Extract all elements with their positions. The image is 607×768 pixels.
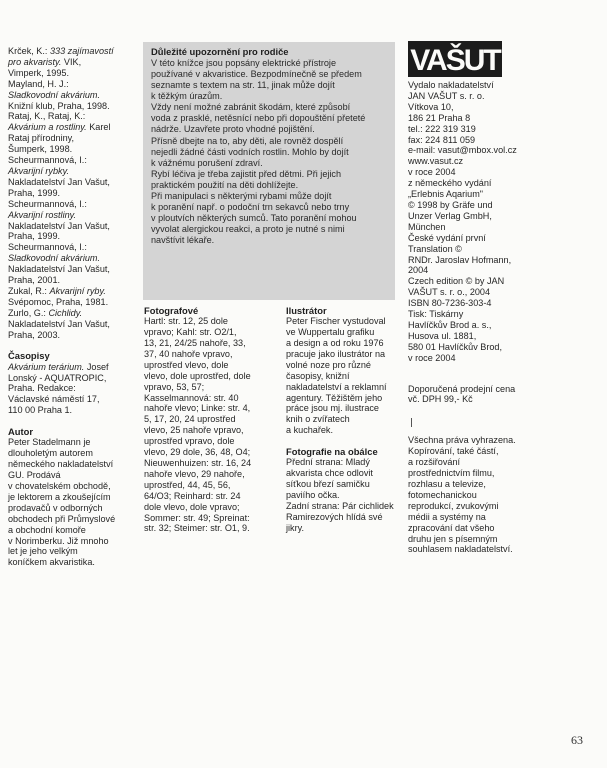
rights-line: Všechna práva vyhrazena. [408,435,516,446]
publisher-line: 580 01 Havlíčkův Brod, [408,341,503,352]
publisher-line: tel.: 222 319 319 [408,123,476,134]
publisher-line: 2004 [408,265,429,276]
illustrator-column [286,305,408,534]
author-line: let je jeho velkým [8,546,78,557]
journals-heading: Časopisy [8,350,50,362]
bibliography-line: pro akvaristy. VIK, [8,56,82,67]
photographers-line: 13, 21, 24/25 nahoře, 33, [144,338,246,349]
rights-line: zpracování dat všeho [408,522,495,533]
bibliography-line: Scheurmannová, I.: [8,155,87,166]
bibliography-line: Šumperk, 1998. [8,144,73,155]
author-line: Peter Stadelmann je [8,437,91,448]
notice-line: používané v akvaristice. Bezpodmínečně se předem [151,69,362,80]
publisher-line: Unzer Verlag GmbH, [408,210,492,221]
author-line: je lektorem a zkoušejícím [8,491,111,502]
illustrator-line: časopisy, knižní [286,370,350,381]
photographers-line: nahoře vlevo, 29 nahoře, [144,468,245,479]
notice-text [151,58,389,246]
photographers-line: uprostřed vpravo, dole [144,436,235,447]
publisher-line: v roce 2004 [408,352,456,363]
notice-line: Při manipulaci s některými rybami může dojít [151,190,332,201]
publisher-info [408,80,598,364]
publisher-line: „Erlebnis Aqarium" [408,189,483,200]
author-line: dlouholetým autorem [8,448,93,459]
journal-line: Lonský - AQUATROPIC, [8,372,107,383]
notice-line: seznamte s textem na str. 11, jinak může dojít [151,80,335,91]
photographers-line: 37, 40 nahoře vpravo, [144,348,233,359]
illustrator-line: nakladatelství a reklamní [286,381,387,392]
notice-line: V této knížce jsou popsány elektrické přístroje [151,58,336,69]
photographers-line: 5, 17, 20, 24 uprostřed [144,414,236,425]
publisher-line: Husova ul. 1881, [408,330,477,341]
publisher-line: z německého vydání [408,178,492,189]
photographers-line: vpravo; Kahl: str. O2/1, [144,327,237,338]
left-column [8,46,140,568]
bibliography-line: Zurlo, G.: Cichlidy. [8,307,83,318]
illustrator-line: volné noze pro různé [286,359,371,370]
bibliography-line: Knižní klub, Praha, 1998. [8,100,110,111]
notice-line: Rybí léčiva je třeba zajistit před dětmi. Při jejich [151,168,342,179]
journal-line: Akvárium terárium. Josef [8,361,109,372]
bibliography-line: Akvárium a rostliny. Karel [8,122,111,133]
rights-line: druhu jen s písemným [408,533,498,544]
rights-line: reprodukcí, zvukovými [408,500,499,511]
cover-photos-line: paviího očka. [286,490,340,501]
notice-line: voda z prasklé, netěsnící nebo při dopouštění přeteté [151,113,366,124]
bibliography-line: Scheurmannová, I.: [8,198,87,209]
photographers-text [144,316,276,534]
rights-line: médii a systémy na [408,511,486,522]
photographers-line: 64/O3; Reinhard: str. 24 [144,490,241,501]
publisher-line: fax: 224 811 059 [408,134,476,145]
rights-line: souhlasem nakladatelství. [408,544,513,555]
publisher-line: www.vasut.cz [408,156,464,167]
photographers-line: Sommer: str. 49; Spreinat: [144,512,250,523]
author-line: GU. Prodává [8,470,61,481]
photographers-line: nahoře vlevo; Linke: str. 4, [144,403,251,414]
publisher-line: Havlíčkův Brod a. s., [408,319,492,330]
bibliography-line: Zukal, R.: Akvarijní ryby. [8,285,106,296]
bibliography-line: Rataj, K., Rataj, K.: [8,111,86,122]
bibliography-line: Krček, K.: 333 zajímavostí [8,46,114,56]
publisher-line: JAN VAŠUT s. r. o. [408,90,485,101]
notice-line: praktickém použití na děti dohlížejte. [151,179,299,190]
publisher-line: v roce 2004 [408,167,456,178]
author-heading: Autor [8,426,33,438]
page-number: 63 [571,733,583,747]
photographers-line: uprostřed vlevo, dole [144,359,229,370]
publisher-line: © 1998 by Gräfe und [408,199,493,210]
photographers-line: str. 32; Steimer: str. O1, 9. [144,523,250,534]
illustrator-line: a design a od roku 1976 [286,338,384,349]
bibliography-line: Praha, 1999. [8,187,61,198]
cover-photos-heading: Fotografie na obálce [286,446,378,458]
illustrator-line: Peter Fischer vystudoval [286,316,386,327]
bibliography-line: Nakladatelství Jan Vašut, [8,318,110,329]
illustrator-line: a kuchařek. [286,425,334,436]
notice-line: v ploutvích některých sumců. Tato poranění mohou [151,212,357,223]
notice-line: navštívit lékaře. [151,234,215,245]
publisher-line: Tisk: Tiskárny [408,309,464,320]
publisher-line: VAŠUT s. r. o., 2004 [408,287,491,298]
photographers-line: uprostřed, 44, 45, 56, [144,479,231,490]
illustrator-line: ve Wuppertalu grafiku [286,327,375,338]
journals-list [8,362,140,417]
photographers-column [144,305,276,534]
publisher-line: České vydání první [408,232,486,243]
cover-photos-line: Zadní strana: Pár cichlidek [286,501,394,511]
bibliography-line: Praha, 2003. [8,329,61,340]
notice-line: k těžkým úrazům. [151,91,223,102]
author-line: v chovatelském obchodě, [8,481,111,492]
bibliography-line: Nakladatelství Jan Vašut, [8,176,110,187]
price-line: vč. DPH 99,- Kč [408,394,473,405]
journal-line: 110 00 Praha 1. [8,405,73,416]
publisher-line: ISBN 80-7236-303-4 [408,298,492,309]
notice-heading: Důležité upozornění pro rodiče [151,46,289,57]
illustrator-line: agentury. Těžištěm jeho [286,392,383,403]
cover-photos-line: akvarista chce odlovit [286,468,373,479]
publisher-line: Czech edition © by JAN [408,276,505,287]
notice-line: k poranění např. o podoční trn sekavců nebo trny [151,201,350,212]
cover-photos-line: síťkou březí samičku [286,479,370,490]
illustrator-line: pracuje jako ilustrátor na [286,348,386,359]
publisher-line: München [408,221,446,232]
author-line: koníčkem akvaristika. [8,557,95,568]
author-text [8,437,140,568]
cover-photos-line: Přední strana: Mladý [286,457,370,468]
illustrator-text [286,316,408,436]
photographers-line: Kasselmannová: str. 40 [144,392,239,403]
rights-line: Kopírování, také částí, [408,446,499,457]
bibliography-line: Sladkovodní akvárium. [8,89,100,100]
price-info [408,384,598,406]
notice-line: Přísně dbejte na to, aby děti, ale rovněž dospělí [151,135,344,146]
photographers-line: vpravo, 53, 57; [144,381,205,392]
parents-notice-box [143,42,395,300]
photographers-line: Hartl: str. 12, 25 dole [144,316,228,327]
author-line: prodavačů v odborných [8,502,103,513]
cover-photos-line: Ramirezových hlídá své [286,511,383,522]
notice-line: nejedli žádné části vodních rostlin. Mohlo by dojít [151,146,349,157]
journal-line: Václavské náměstí 17, [8,394,100,405]
bibliography-line: Rataj přírodniny, [8,133,75,144]
author-line: obchodech při Průmyslové [8,513,116,524]
svg-text:VAŠUT: VAŠUT [410,44,500,77]
price-line: Doporučená prodejní cena [408,383,516,394]
rights-line: rozhlasu a televize, [408,479,486,489]
publisher-line: e-mail: vasut@mbox.vol.cz [408,145,517,156]
notice-line: nádrže. Uzavřete proto vhodné pojištění. [151,124,315,135]
bibliography-line: Akvarijní rostliny. [8,209,77,220]
bibliography-line: Sladkovodní akvárium. [8,253,100,264]
bibliography-line: Nakladatelství Jan Vašut, [8,220,110,231]
author-line: německého nakladatelství [8,459,114,470]
notice-line: vyvolat alergickou reakci, a proto je nutné s nimi [151,223,345,234]
notice-line: k vážnému porušení zdraví. [151,157,263,168]
rights-notice [408,435,598,555]
publisher-line: Translation © [408,243,462,254]
author-line: a obchodní komoře [8,524,86,535]
photographers-heading: Fotografové [144,305,199,316]
cover-photos-line: jikry. [286,522,305,533]
bibliography-line: Mayland, H. J.: [8,78,69,89]
photographers-line: vlevo, 29 dole, 36, 48, O4; [144,447,251,458]
bibliography-line: Praha, 1999. [8,231,61,242]
bibliography-list [8,46,140,340]
photographers-line: Nieuwenhuizen: str. 16, 24 [144,457,252,468]
author-line: v Norimberku. Již mnoho [8,535,109,546]
vasut-logo [408,40,502,78]
illustrator-line: knih o zvířatech [286,414,350,425]
bibliography-line: Svépomoc, Praha, 1981. [8,296,109,307]
bibliography-line: Praha, 2001. [8,275,61,286]
photographers-line: vlevo, dole uprostřed, dole [144,370,251,381]
publisher-line: RNDr. Jaroslav Hofmann, [408,254,512,265]
journal-line: Praha. Redakce: [8,383,76,394]
publisher-line: Vítkova 10, [408,101,454,112]
illustrator-heading: Ilustrátor [286,305,327,316]
bibliography-line: Akvarijní rybky. [8,165,69,176]
illustrator-line: práce jsou mj. ilustrace [286,403,379,414]
bibliography-line: Vimperk, 1995. [8,67,69,78]
rights-line: fotomechanickou [408,489,477,500]
rights-line: prostřednictvím filmu, [408,468,495,479]
notice-line: Vždy není možné zabránit škodám, které způsobí [151,102,351,113]
publisher-column [408,40,598,555]
publisher-line: 186 21 Praha 8 [408,112,471,123]
photographers-line: vlevo, 25 nahoře vpravo, [144,425,244,436]
rights-line: a rozšiřování [408,457,461,468]
bibliography-line: Nakladatelství Jan Vašut, [8,264,110,275]
photographers-line: dole vlevo, dole vpravo; [144,501,240,512]
bibliography-line: Scheurmannová, I.: [8,242,87,253]
publisher-line: Vydalo nakladatelství [408,80,494,90]
cover-photos-text [286,457,408,533]
